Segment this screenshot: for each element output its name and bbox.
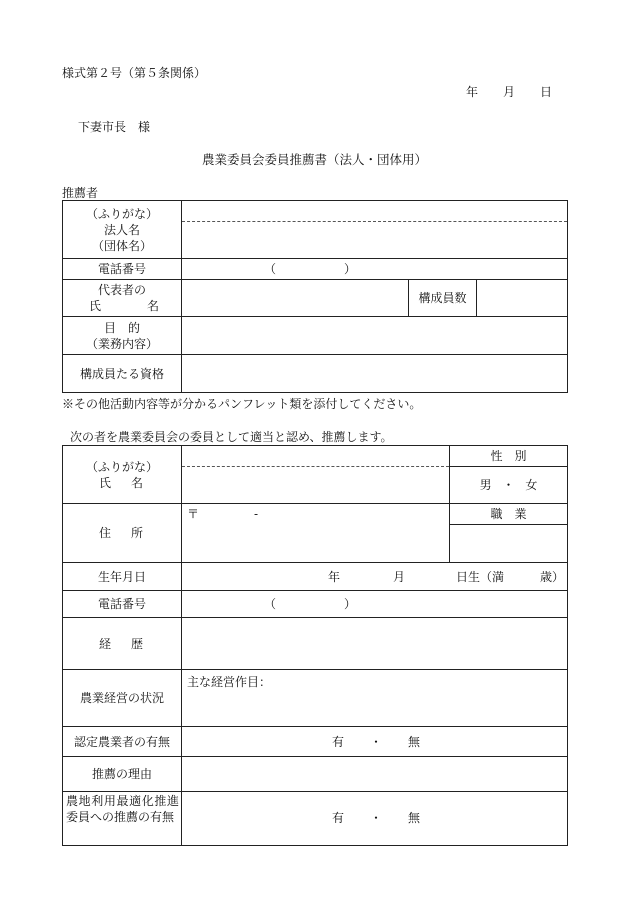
recommendation-reason-label: 推薦の理由 [63,757,182,792]
reason-row [63,757,568,792]
members-count-label: 構成員数 [409,280,477,317]
recommendation-reason-field[interactable] [182,757,568,792]
candidate-name-label-cell [63,446,182,504]
candidate-name-row-top [63,446,568,467]
recommender-name-field[interactable] [182,201,568,259]
purpose-field[interactable] [182,317,568,355]
candidate-phone-row [63,591,568,618]
gender-label: 性 別 [450,446,568,467]
qualification-field[interactable] [182,355,568,393]
purpose-label: 目 的 [103,320,140,335]
date-year-label: 年 [466,85,479,99]
attachment-note: ※その他活動内容等が分かるパンフレット類を添付してください。 [62,397,422,411]
birth-day-label: 日生（満 [456,569,505,584]
promoter-recommendation-label: 農地利用最適化推進委員への推薦の有無 [63,792,182,846]
candidate-phone-field[interactable] [182,591,568,618]
farming-row [63,670,568,727]
promoter-row [63,792,568,846]
gender-separator: ・ [502,478,515,492]
career-field[interactable] [182,618,568,670]
gender-field[interactable] [450,467,568,504]
form-number: 様式第２号（第５条関係） [62,66,207,80]
qualification-label: 構成員たる資格 [63,355,182,393]
career-label-a: 経 [99,636,112,651]
birth-year-label: 年 [328,569,341,584]
phone-close-paren: ） [344,262,357,276]
candidate-phone-label: 電話番号 [63,591,182,618]
occupation-field[interactable] [450,525,568,563]
representative-row [63,280,568,317]
certified-no-option[interactable]: 無 [408,734,421,749]
career-label-cell [63,618,182,670]
birth-age-label: 歳） [540,569,565,584]
recommender-table [62,200,568,393]
farming-status-field[interactable] [182,670,568,727]
recommender-name-row [63,201,568,259]
purpose-label-cell [63,317,182,355]
addressee: 下妻市長 様 [78,120,151,134]
phone-label: 電話番号 [63,259,182,280]
recommender-furigana-field[interactable] [182,201,567,222]
promoter-separator: ・ [370,810,383,825]
phone-open-paren: （ [264,262,277,276]
members-count-field[interactable] [477,280,568,317]
career-row [63,618,568,670]
recommender-name-label-cell [63,201,182,259]
candidate-phone-close-paren: ） [344,597,357,611]
promoter-recommendation-field[interactable] [182,792,568,846]
address-label-b: 所 [130,526,143,540]
birth-row [63,563,568,591]
date-day-label: 日 [540,85,553,99]
candidate-name-label-b: 名 [130,475,143,490]
certified-separator: ・ [370,734,383,749]
main-crops-label: 主な経営作目： [187,675,272,689]
corporate-name-label: 法人名 [103,222,140,237]
recommender-phone-field[interactable] [182,259,568,280]
purpose-row [63,317,568,355]
postal-mark: 〒 [187,507,200,521]
qualification-row [63,355,568,393]
gender-male-option[interactable]: 男 [479,478,492,492]
address-label-a: 住 [99,526,112,540]
candidate-furigana-label: （ふりがな） [85,459,158,474]
gender-female-option[interactable]: 女 [525,478,538,492]
candidate-name-label-a: 氏 [99,475,112,490]
address-label-cell [63,504,182,563]
promoter-no-option[interactable]: 無 [408,810,421,825]
certified-row [63,727,568,757]
career-label-b: 歴 [130,636,143,651]
candidate-name-field[interactable] [182,446,450,504]
candidate-phone-open-paren: （ [264,597,277,611]
birth-month-label: 月 [393,569,406,584]
address-row-top [63,504,568,525]
document-title: 農業委員会委員推薦書（法人・団体用） [202,152,428,167]
representative-label-cell [63,280,182,317]
address-field[interactable] [182,504,450,563]
business-content-label: （業務内容） [85,336,158,351]
recommender-section-label: 推薦者 [62,186,99,200]
recommender-phone-row [63,259,568,280]
promoter-yes-option[interactable]: 有 [332,810,345,825]
representative-label: 代表者の [97,283,146,297]
furigana-label: （ふりがな） [85,206,158,221]
group-name-label: （団体名） [91,238,152,253]
representative-name-label-a: 氏 [89,299,102,313]
birth-date-field[interactable] [182,563,568,591]
candidate-table [62,445,568,846]
recommendation-statement: 次の者を農業委員会の委員として適当と認め、推薦します。 [70,430,393,444]
birth-date-label: 生年月日 [63,563,182,591]
certified-yes-option[interactable]: 有 [332,734,345,749]
certified-farmer-field[interactable] [182,727,568,757]
representative-name-label-b: 名 [146,299,159,313]
farming-status-label: 農業経営の状況 [63,670,182,727]
postal-dash: - [254,507,259,521]
date-month-label: 月 [503,85,516,99]
candidate-furigana-field[interactable] [182,446,449,467]
occupation-label: 職 業 [450,504,568,525]
representative-name-field[interactable] [182,280,409,317]
certified-farmer-label: 認定農業者の有無 [63,727,182,757]
